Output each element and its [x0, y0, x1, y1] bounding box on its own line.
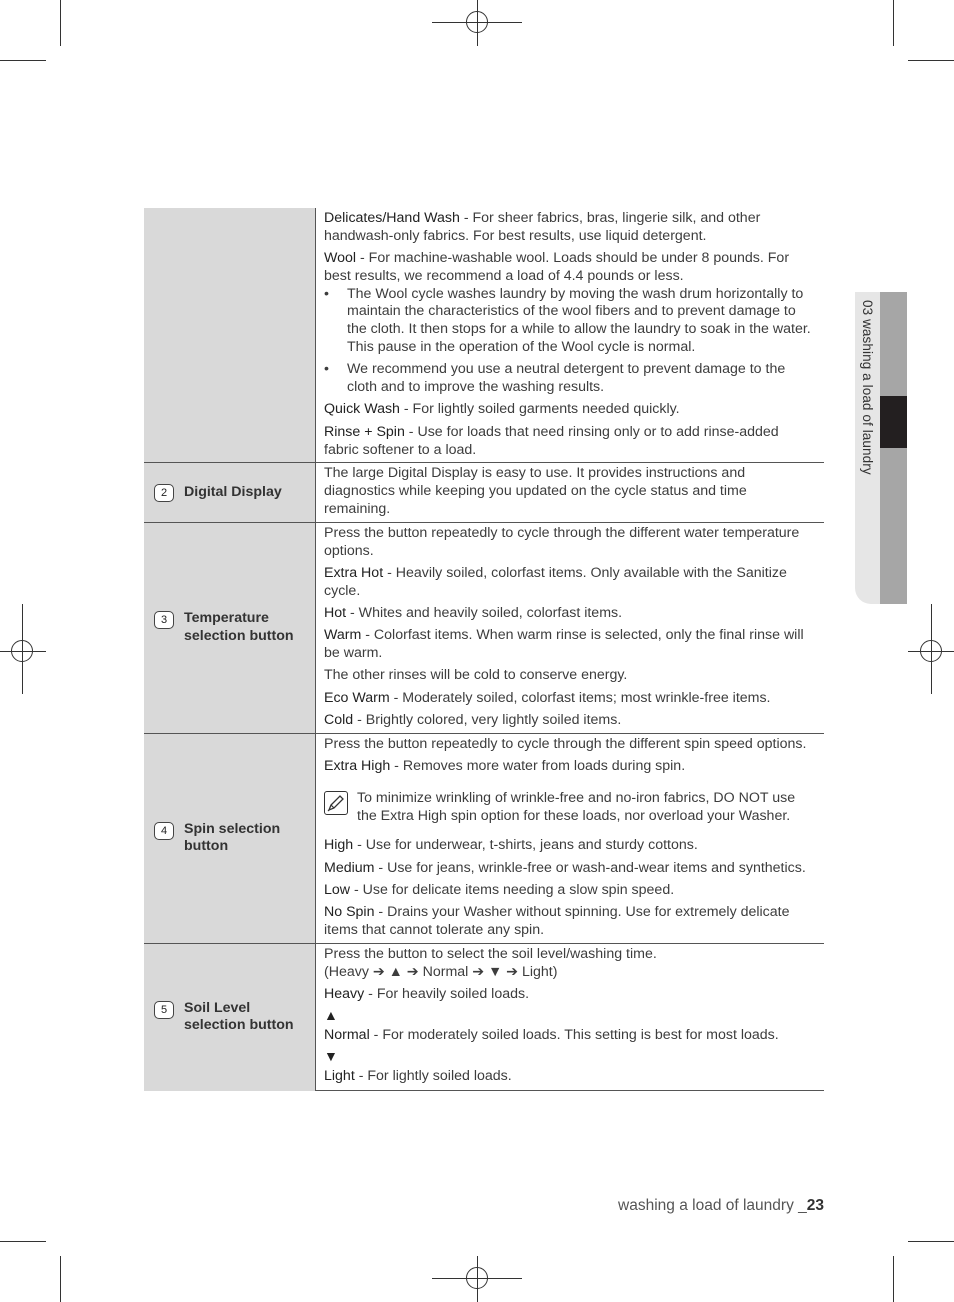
crop-mark [0, 1241, 46, 1242]
chapter-side-tab [855, 292, 907, 604]
item-cell [144, 463, 316, 522]
item-name: Digital Display [184, 483, 282, 500]
crop-mark [60, 0, 61, 46]
page-number: 23 [806, 1197, 824, 1214]
crop-mark [60, 1256, 61, 1302]
table-row [144, 208, 824, 463]
table-row [144, 943, 824, 1090]
list-item: • We recommend you use a neutral detergent to prevent damage to the cloth and to improve the washing results. [324, 361, 786, 396]
item-cell [144, 943, 316, 1090]
page-footer [618, 1197, 824, 1215]
triangle-up-icon: ▲ [324, 1006, 338, 1023]
table-row [144, 733, 824, 943]
item-number-badge: 2 [154, 484, 174, 502]
item-name: Spin selection button [184, 820, 281, 855]
item-name: Soil Level selection button [184, 999, 294, 1034]
note-pencil-icon [324, 791, 348, 815]
description-cell: Delicates/Hand Wash - For sheer fabrics, bras, lingerie silk, and other handwash-only fabrics. For best results, use liquid detergent. Wool - For machine-washable wool. Loads should be under 8 pounds. For best results, we recommend a load of 4.4 pounds or less. • The Wool cycle washes laundry by moving the wash drum horizontally to maintain the characteristics of the wool fibers and to prevent damage to the cloth. It then stops for a while to allow the laundry to soak in the water. This pause in the operation of the Wool cycle is normal. • We recommend you use a neutral detergent to prevent damage to the cloth and to improve the washing results. Quick Wash - For lightly soiled garments needed quickly. Rinse + Spin - Use for loads that need rinsing only or to add rinse-added fabric softener to a load. [316, 208, 825, 463]
item-number-badge: 4 [154, 822, 174, 840]
crop-mark [893, 1256, 894, 1302]
arrow-right-icon: ➔ [506, 963, 519, 980]
triangle-down-icon: ▼ [488, 963, 503, 980]
table-row [144, 522, 824, 733]
list-item: • The Wool cycle washes laundry by moving the wash drum horizontally to maintain the characteristics of the wool fibers and to prevent damage to the cloth. It then stops for a while to allow the laundry to soak in the water. This pause in the operation of the Wool cycle is normal. [324, 285, 811, 356]
crop-mark [893, 0, 894, 46]
table-row [144, 463, 824, 522]
footer-title: washing a load of laundry _ [618, 1197, 807, 1214]
item-cell-empty [144, 208, 316, 463]
item-cell [144, 522, 316, 733]
description-cell: Press the button to select the soil level/washing time. (Heavy ➔ ▲ ➔ Normal ➔ ▼ ➔ Light) Heavy - For heavily soiled loads. ▲ Normal - For moderately soiled loads. This setting is best for most loads. ▼ Light - For lightly soiled loads. [316, 943, 825, 1090]
arrow-right-icon: ➔ [406, 963, 419, 980]
control-panel-table [144, 208, 824, 1091]
triangle-up-icon: ▲ [388, 963, 403, 980]
item-cell [144, 733, 316, 943]
chapter-marker [880, 396, 907, 448]
crop-mark [908, 1241, 954, 1242]
description-cell: Press the button repeatedly to cycle through the different water temperature options. Extra Hot - Heavily soiled, colorfast items. Only available with the Sanitize cycle. Hot - Whites and heavily soiled, colorfast items. Warm - Colorfast items. When warm rinse is selected, only the final rinse will be warm. The other rinses will be cold to conserve energy. Eco Warm - Moderately soiled, colorfast items; most wrinkle-free items. Cold - Brightly colored, very lightly soiled items. [316, 522, 825, 733]
description-cell: The large Digital Display is easy to use. It provides instructions and diagnostics while keeping you updated on the cycle status and time remaining. [316, 463, 825, 522]
arrow-right-icon: ➔ [472, 963, 485, 980]
description-cell: Press the button repeatedly to cycle through the different spin speed options. Extra High - Removes more water from loads during spin. To minimize wrinkling of wrinkle-free and no-iron fabrics, DO NOT use the Extra High spin option for these loads, nor overload your Washer. High - Use for underwear, t-shirts, jeans and sturdy cottons. Medium - Use for jeans, wrinkle-free or wash-and-wear items and synthetics. Low - Use for delicate items needing a slow spin speed. No Spin - Drains your Washer without spinning. Use for extremely delicate items that cannot tolerate any spin. [316, 733, 825, 943]
item-number-badge: 3 [154, 611, 174, 629]
soil-sequence: (Heavy ➔ ▲ ➔ Normal ➔ ▼ ➔ Light) [324, 963, 558, 980]
note-box [324, 790, 816, 826]
crop-mark [0, 60, 46, 61]
arrow-right-icon: ➔ [372, 963, 385, 980]
note-text: To minimize wrinkling of wrinkle-free and no-iron fabrics, DO NOT use the Extra High spin option for these loads, nor overload your Washer. [357, 789, 796, 824]
crop-mark [908, 60, 954, 61]
triangle-down-icon: ▼ [324, 1047, 338, 1064]
chapter-label: 03 washing a load of laundry [860, 300, 875, 475]
item-number-badge: 5 [154, 1001, 174, 1019]
item-name: Temperature selection button [184, 609, 294, 644]
